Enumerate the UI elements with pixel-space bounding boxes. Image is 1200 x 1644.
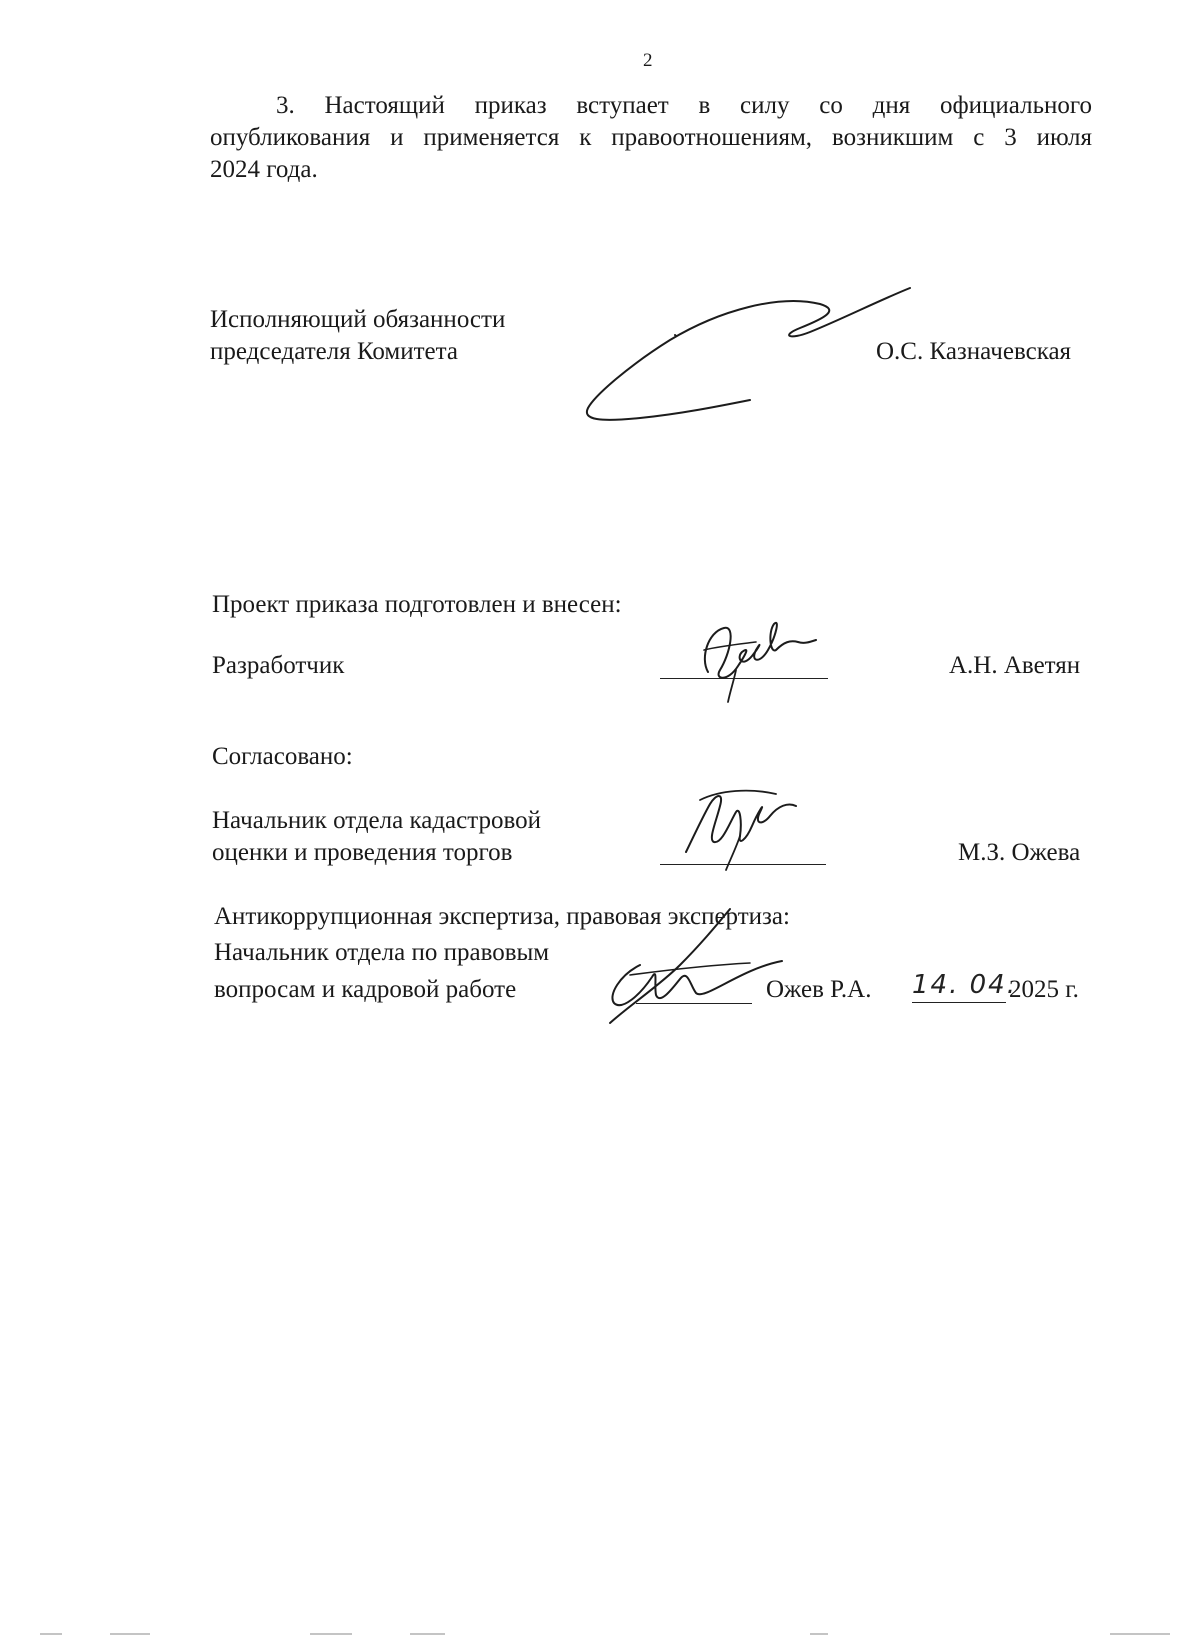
clause-line-1: 3. Настоящий приказ вступает в силу со дня официального [276, 92, 1092, 119]
date-underline [912, 1002, 1006, 1003]
expertise-role-line2: вопросам и кадровой работе [214, 976, 517, 1003]
chairman-title-line2: председателя Комитета [210, 338, 458, 365]
clause-line-2: опубликования и применяется к правоотношениям, возникшим с 3 июля [210, 124, 1092, 151]
chairman-title-line1: Исполняющий обязанности [210, 306, 506, 333]
scan-edge-artifacts [0, 1614, 1200, 1644]
approved-heading: Согласовано: [212, 743, 353, 770]
page-number: 2 [643, 50, 653, 71]
approver-name: М.З. Ожева [958, 839, 1081, 866]
developer-name: А.Н. Аветян [949, 652, 1081, 679]
expertise-heading: Антикоррупционная экспертиза, правовая экспертиза: [214, 903, 790, 930]
chairman-signature [580, 280, 920, 440]
approver-role-line1: Начальник отдела кадастровой [212, 807, 541, 834]
expertise-role-line1: Начальник отдела по правовым [214, 939, 550, 966]
order-clause-3 [210, 90, 1092, 186]
prepared-heading: Проект приказа подготовлен и внесен: [212, 591, 622, 618]
approver-role-line2: оценки и проведения торгов [212, 839, 513, 866]
expertise-name: Ожев Р.А. [766, 976, 872, 1003]
handwritten-date: 14. 04. [912, 970, 1017, 1000]
expertise-year: 2025 г. [1009, 976, 1079, 1003]
developer-signature [690, 610, 830, 705]
expertise-signature [600, 905, 800, 1030]
chairman-name: О.С. Казначевская [876, 338, 1072, 365]
approver-signature [680, 782, 810, 872]
developer-role: Разработчик [212, 652, 345, 679]
clause-line-3: 2024 года. [210, 156, 318, 183]
